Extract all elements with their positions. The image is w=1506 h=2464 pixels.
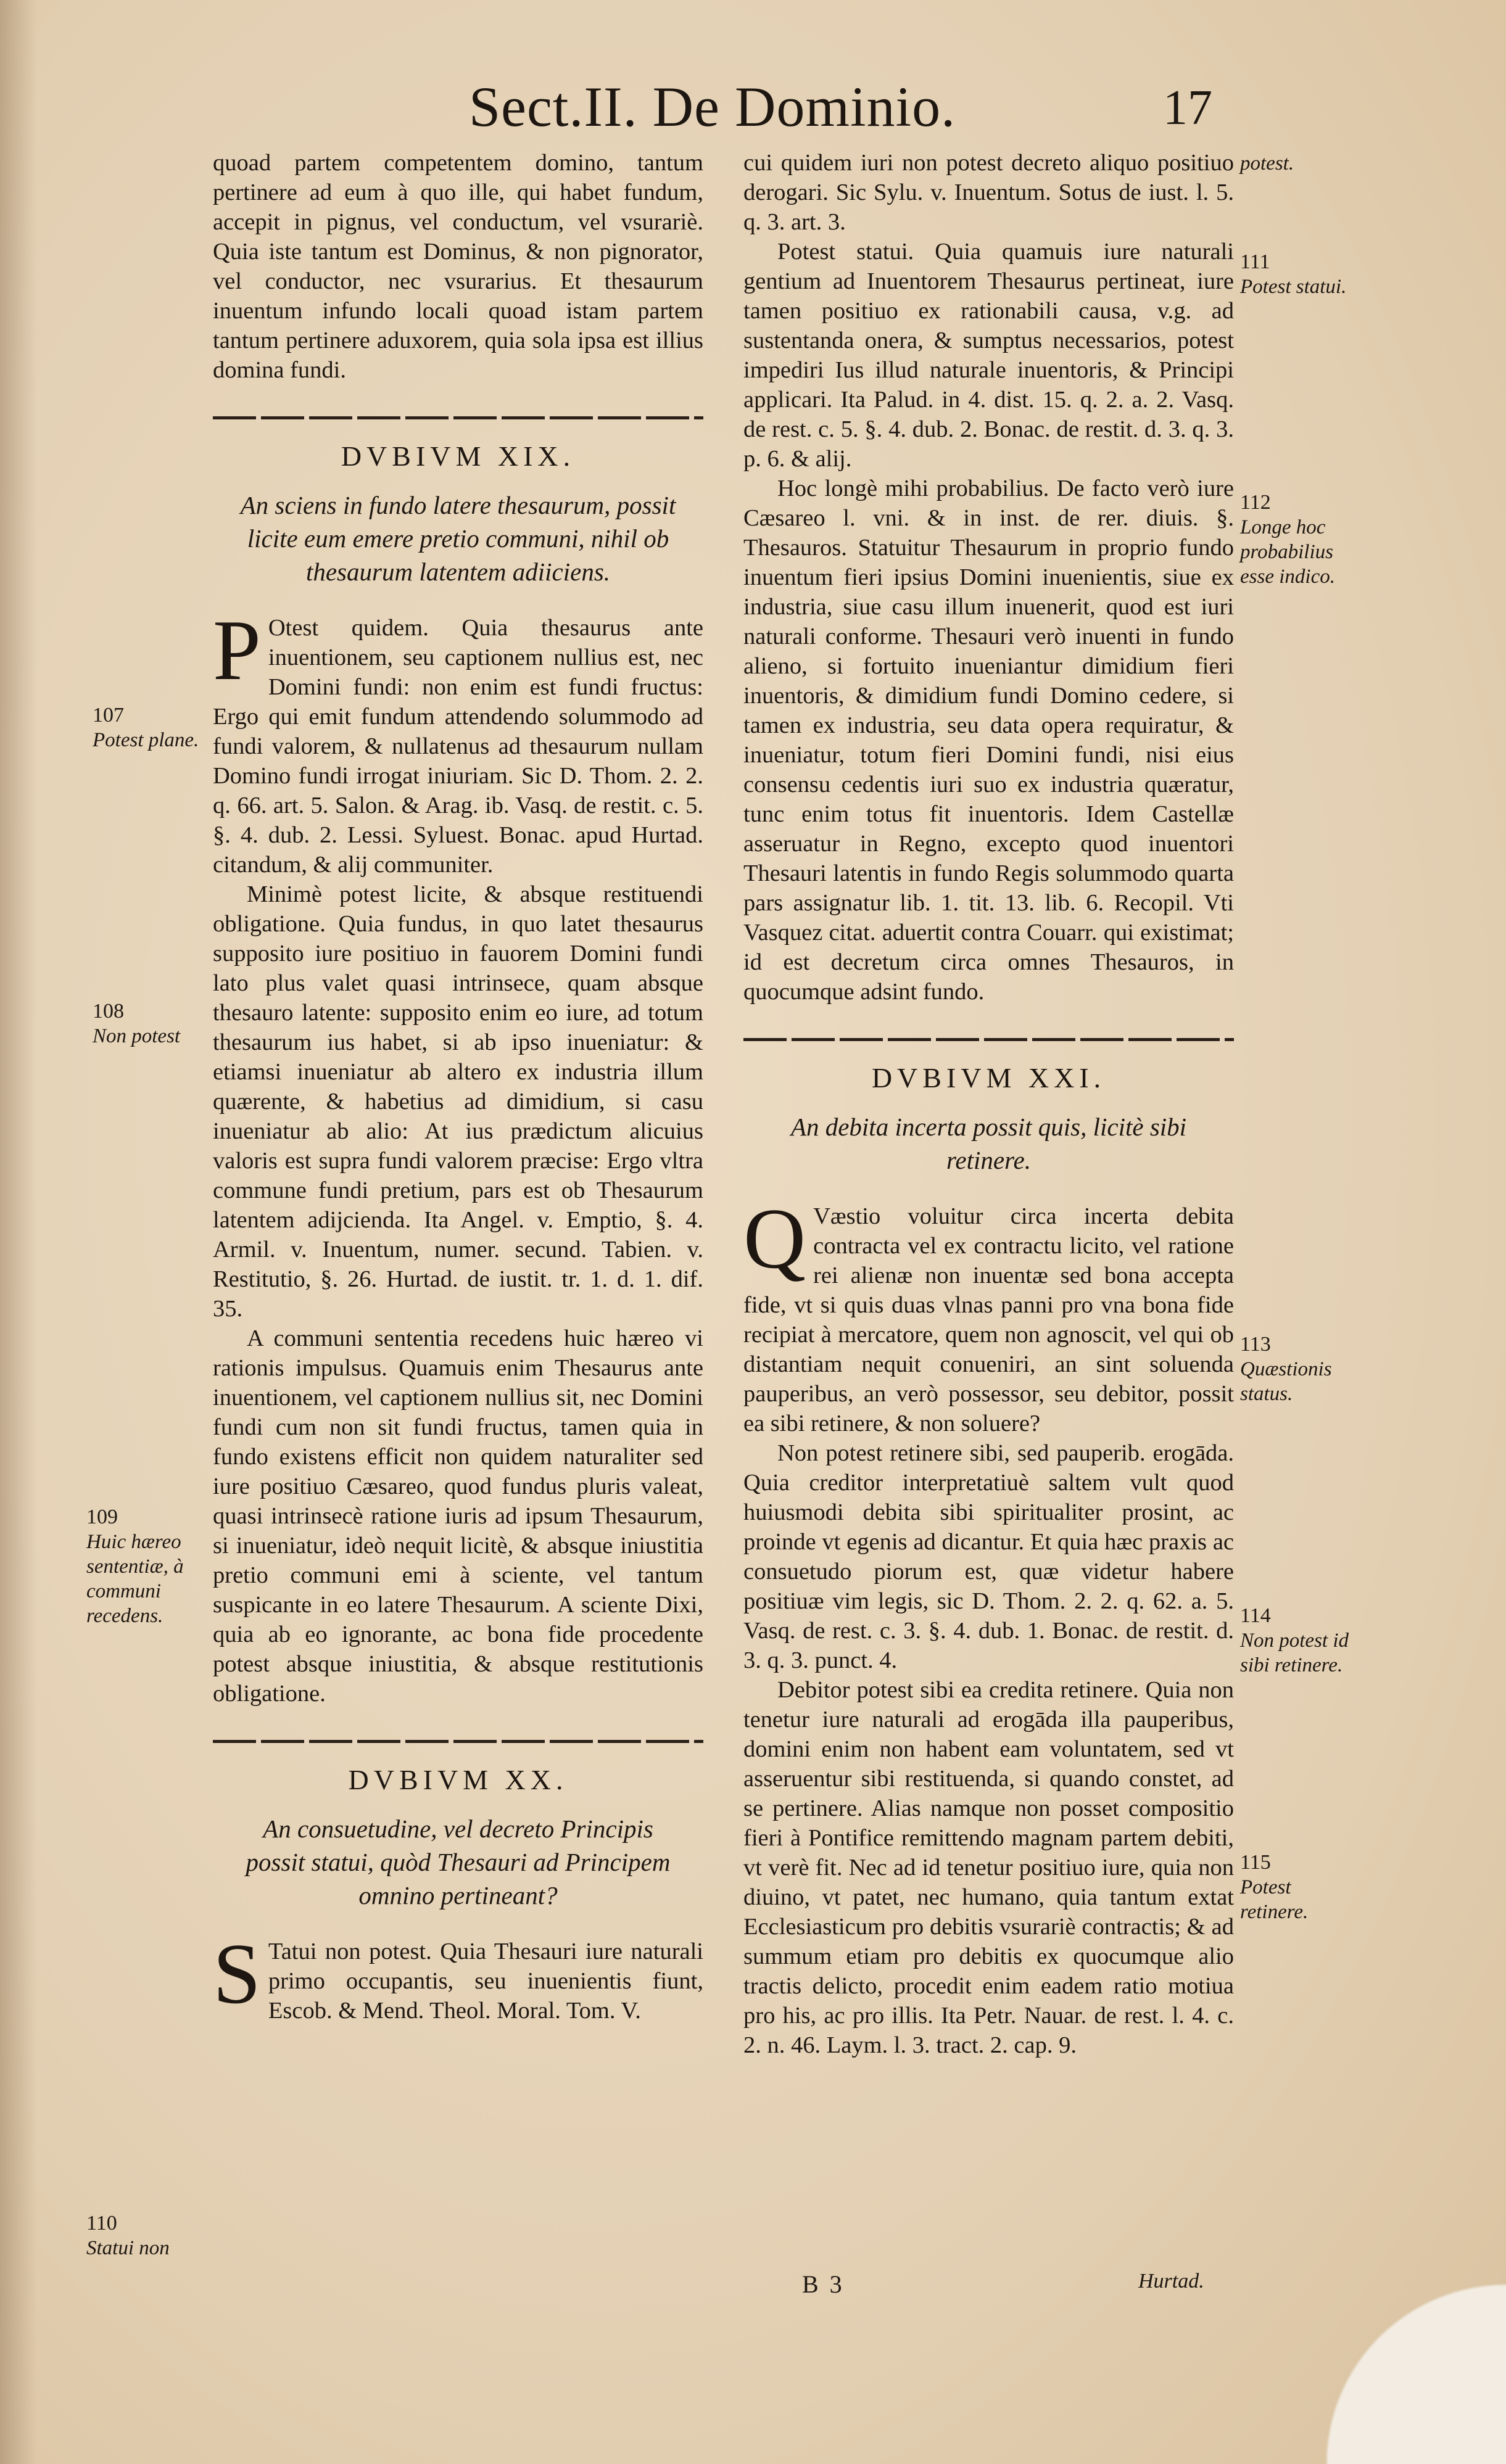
section-divider [743,1036,1234,1042]
drop-cap: Q [743,1191,806,1287]
page-corner-tear [1272,2242,1506,2464]
margin-note-108 [93,999,210,1049]
page-footer [802,2270,1234,2301]
margin-note-text: Non potest [93,1025,181,1047]
dubium-19-heading: DVBIVM XIX. [341,440,576,472]
paragraph-115: Debitor potest sibi ea credita retinere. Quia non tenetur iure naturali ad erogāda illa pauperibus, domini enim non habent eam voluntatem, sed vt asseruentur sibi restituenda, si quando constet, ad se pertinere. Alias namque non posset compositio fieri à Pontifice remittendo magnam partem debiti, vt verè fit. Nec ad id tenetur positiuo iure, quia non diuino, vt patet, nec humano, quia tantum extat Ecclesiasticum pro debitis vsurariè contractis; & ad summum etiam pro debitis ex quocumque alio tractis delicto, procedit enim eadem ratio motiua pro his, ac pro illis. Ita Petr. Nauar. de rest. l. 4. c. 2. n. 46. Laym. l. 3. tract. 2. cap. 9. [743,1677,1234,2058]
page-number: 17 [1163,81,1212,135]
drop-cap: S [213,1926,261,2022]
margin-note-text: Potest statui. [1240,276,1347,298]
margin-note-113 [1240,1332,1363,1406]
dubium-20-question: An consuetudine, vel decreto Principis possit statui, quòd Thesauri ad Principem omnino pertineant? [246,1815,671,1910]
paragraph-113 [743,1191,1234,1438]
paragraph-107 [213,603,703,880]
paragraph-113-text: Væstio voluitur circa incerta debita contracta vel ex contractu licito, vel ratione rei alienæ non inuentæ sed bona accepta fide, vt si quis duas vlnas panni pro vna bona fide recipiat à mercatore, quem non agnoscit, vel qui ob distantiam nequit conueniri, an sint soluenda pauperibus, an verò possessor, seu debitor, possit ea sibi retinere, & non soluere? [743,1203,1234,1436]
right-column [743,148,1234,2060]
margin-note-number: 110 [86,2212,117,2235]
dubium-21-heading: DVBIVM XXI. [871,1062,1106,1094]
section-divider [213,1738,703,1744]
running-head: Sect.II. De Dominio. [469,75,956,138]
dubium-19-question: An sciens in fundo latere thesaurum, possit licite eum emere pretio communi, nihil ob thesaurum latentem adiiciens. [240,491,676,586]
page-header [0,68,1506,142]
margin-note-text: Non potest id sibi retinere. [1240,1630,1349,1676]
margin-note-111 [1240,250,1363,299]
margin-note-number: 112 [1240,491,1271,514]
margin-note-number: 111 [1240,250,1270,273]
catchword: Hurtad. [1138,2270,1204,2293]
paragraph-107-text: Otest quidem. Quia thesaurus ante inuentionem, seu captionem nullius est, nec Domini fundi: non enim est fundi fructus: Ergo qui emit fundum attendendo solummodo ad fundi valorem, & nullatenus ad thesaurum nullam Domino fundi irrogat iniuriam. Sic D. Thom. 2. 2. q. 66. art. 5. Salon. & Arag. ib. Vasq. de restit. c. 5. §. 4. dub. 2. Lessi. Syluest. Bonac. apud Hurtad. citandum, & alij communiter. [213,615,703,878]
paragraph-112: Hoc longè mihi probabilius. De facto verò iure Cæsareo l. vni. & in inst. de rer. diuis. §. Thesauros. Statuitur Thesaurum in proprio fundo inuentum fieri ipsius Domini inuenientis, siue ex industria, siue casu illum inuenerit, quod est iuri naturali conforme. Thesauri verò inuenti in fundo alieno, si fortuito inueniantur dimidium fieri inuentoris, & dimidium fundi Domino cedere, si tamen ex industria, seu data opera requiratur, & inueniatur, totum fieri Domini fundi, nisi eius consensu cedentis iuri suo ex industria quæratur, tunc enim totus fit inuentoris. Idem Castellæ asseruatur in Regno, excepto quod inuentori Thesauri latentis in fundo Regis solummodo quarta pars assignatur lib. 1. tit. 13. lib. 6. Recopil. Vti Vasquez citat. aduertit contra Couarr. qui existimat; id est decretum circa omnes Thesauros, in quocumque adsint fundo. [743,476,1234,1005]
margin-note-109 [86,1505,210,1628]
margin-note-number: 115 [1240,1851,1271,1874]
margin-note-114 [1240,1604,1363,1678]
paragraph-111: Potest statui. Quia quamuis iure naturali gentium ad Inuentorem Thesaurus pertineat, iure tamen positiuo ex rationabili causa, v.g. ad sustentanda onera, & sumptus necessarios, potest impediri Ius illud naturale inuentoris, & Principi applicari. Ita Palud. in 4. dist. 15. q. 2. a. 2. Vasq. de rest. c. 5. §. 4. dub. 2. Bonac. de restit. d. 3. q. 3. p. 6. & alij. [743,239,1234,472]
margin-note-text: Longe hoc probabilius esse indico. [1240,516,1335,588]
margin-note-number: 108 [93,1000,124,1023]
margin-note-number: 113 [1240,1333,1271,1356]
paragraph-110 [213,1926,703,2025]
paragraph-108: Minimè potest licite, & absque restituendi obligatione. Quia fundus, in quo latet thesaurus supposito iure positiuo in fauorem Domini fundi lato plus valet quasi intrinsece, quam absque thesauro latente: supposito enim eo iure, ad totum thesaurum ius habet, si ab ipso inueniatur: & etiamsi inueniatur ab altero ex industria illum quærente, & habetius ad dimidium, si casu inueniatur ab alio: At ius prædictum alicuius valoris est supra fundi valorem præcise: Ergo vltra commune fundi pretium, pars est ob Thesaurum latentem adijcienda. Ita Angel. v. Emptio, §. 4. Armil. v. Inuentum, numer. secund. Tabien. v. Restitutio, §. 26. Hurtad. de iustit. tr. 1. d. 1. dif. 35. [213,881,703,1322]
margin-note-112 [1240,490,1363,589]
paragraph-109: A communi sententia recedens huic hæreo vi rationis impulsus. Quamuis enim Thesaurus ante inuentionem, vel captionem nullius sit, nec Domini fundi cum non sit fundi fructus, tamen quia in fundo existens efficit non quidem naturaliter sed iure positiuo Cæsareo, quod fundus pluris valeat, quasi intrinsecè ratione iuris ad ipsum Thesaurum, si inueniatur, ideò nequit licitè, & absque iniustitia pretio communi emi à sciente, vel tantum suspicante in eo latere Thesaurum. A sciente Dixi, quia ab eo ignorante, ac bona fide procedente potest absque iniustitia, & absque restitutionis obligatione. [213,1325,703,1707]
margin-note-text: potest. [1240,152,1294,175]
right-intro-paragraph: cui quidem iuri non potest decreto aliquo positiuo derogari. Sic Sylu. v. Inuentum. Sotus de iust. l. 5. q. 3. art. 3. [743,150,1234,235]
margin-note-107 [93,703,210,752]
margin-note-text: Potest plane. [93,729,199,751]
dubium-21-question: An debita incerta possit quis, licitè sibi retinere. [790,1113,1187,1174]
margin-note-115 [1240,1850,1363,1924]
margin-note-number: 114 [1240,1604,1271,1627]
margin-note-top [1240,151,1363,176]
paragraph-114: Non potest retinere sibi, sed pauperib. erogāda. Quia creditor interpretatiuè saltem vult quod huiusmodi debita sibi spiritualiter prosint, ac proinde vt egenis ad dicantur. Et quia hæc praxis ac consuetudo piorum est, quæ videtur habere positiuæ vim legis, sic D. Thom. 2. 2. q. 62. a. 5. Vasq. de rest. c. 3. §. 4. dub. 1. Bonac. de restit. d. 3. q. 3. punct. 4. [743,1440,1234,1673]
left-intro-paragraph: quoad partem competentem domino, tantum pertinere ad eum à quo ille, qui habet fundum, accepit in pignus, vel conductum, vel vsurariè. Quia iste tantum est Dominus, & non pignorator, vel conductor, nec vsurarius. Et thesaurum inuentum infundo locali quoad istam partem tantum pertinere aduxorem, quia sola ipsa est illius domina fundi. [213,150,703,383]
margin-note-number: 107 [93,704,124,727]
section-divider [213,414,703,421]
signature-mark: B 3 [802,2270,845,2298]
margin-note-number: 109 [86,1506,118,1528]
margin-note-text: Quæstionis status. [1240,1358,1332,1405]
margin-note-text: Potest retinere. [1240,1876,1309,1923]
page-spine-shadow [0,0,37,2464]
margin-note-110 [86,2211,210,2260]
left-column [213,148,703,2025]
dubium-20-heading: DVBIVM XX. [348,1764,568,1795]
drop-cap: P [213,603,261,698]
margin-note-text: Statui non [86,2237,170,2259]
margin-note-text: Huic hæreo sententiæ, à communi recedens. [86,1531,184,1627]
paragraph-110-text: Tatui non potest. Quia Thesauri iure naturali primo occupantis, seu inuenientis fiunt, Escob. & Mend. Theol. Moral. Tom. V. [268,1939,703,2024]
